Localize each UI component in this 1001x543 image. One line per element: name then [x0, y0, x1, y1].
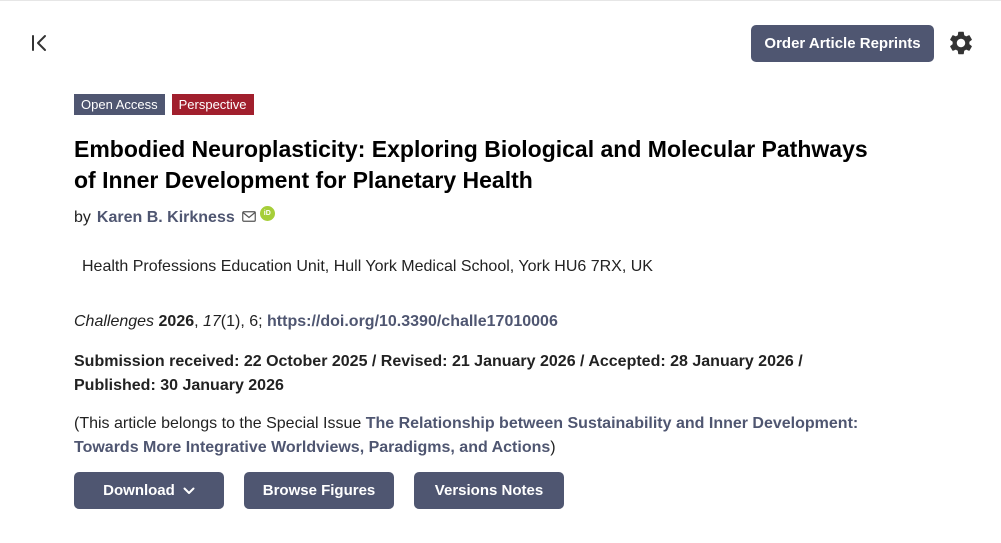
publication-dates: Submission received: 22 October 2025 / Revised: 21 January 2026 / Accepted: 28 January 2026 / Published: 30 January 2026 — [74, 353, 803, 394]
by-label: by — [74, 209, 91, 226]
doi-link[interactable]: https://doi.org/10.3390/challe17010006 — [267, 313, 558, 330]
author-link[interactable]: Karen B. Kirkness — [96, 209, 235, 226]
article-type-badge: Perspective — [172, 94, 254, 115]
article-title: Embodied Neuroplasticity: Exploring Biological and Molecular Pathways of Inner Development for Planetary Health — [74, 136, 868, 193]
citation-volume: 17 — [203, 313, 221, 330]
article-badges — [74, 94, 254, 115]
citation-separator: , — [194, 313, 203, 330]
mail-icon[interactable] — [242, 211, 256, 222]
citation-issue-page: (1), 6; — [220, 313, 268, 330]
download-label: Download — [103, 482, 175, 499]
special-issue-link[interactable]: The Relationship between Sustainability and Inner Development: Towards More Integrative Worldviews, Paradigms, and Actions — [74, 415, 859, 456]
special-issue-prefix: (This article belongs to the Special Issue — [74, 415, 366, 432]
special-issue-suffix: ) — [550, 439, 556, 456]
author-byline — [74, 209, 275, 227]
citation-year: 2026 — [158, 313, 195, 330]
author-affiliation: Health Professions Education Unit, Hull York Medical School, York HU6 7RX, UK — [82, 258, 653, 275]
open-access-badge: Open Access — [74, 94, 165, 115]
gear-icon[interactable] — [947, 29, 975, 57]
citation-line — [74, 313, 558, 331]
journal-name: Challenges — [74, 313, 155, 330]
collapse-left-icon[interactable] — [28, 31, 52, 55]
browse-figures-button[interactable]: Browse Figures — [244, 472, 394, 509]
special-issue-note — [74, 412, 904, 460]
chevron-down-icon — [183, 487, 195, 495]
order-article-reprints-button[interactable]: Order Article Reprints — [751, 25, 934, 62]
versions-notes-button[interactable]: Versions Notes — [414, 472, 564, 509]
orcid-icon[interactable]: iD — [260, 206, 275, 221]
article-actions — [74, 472, 564, 509]
download-button[interactable] — [74, 472, 224, 509]
